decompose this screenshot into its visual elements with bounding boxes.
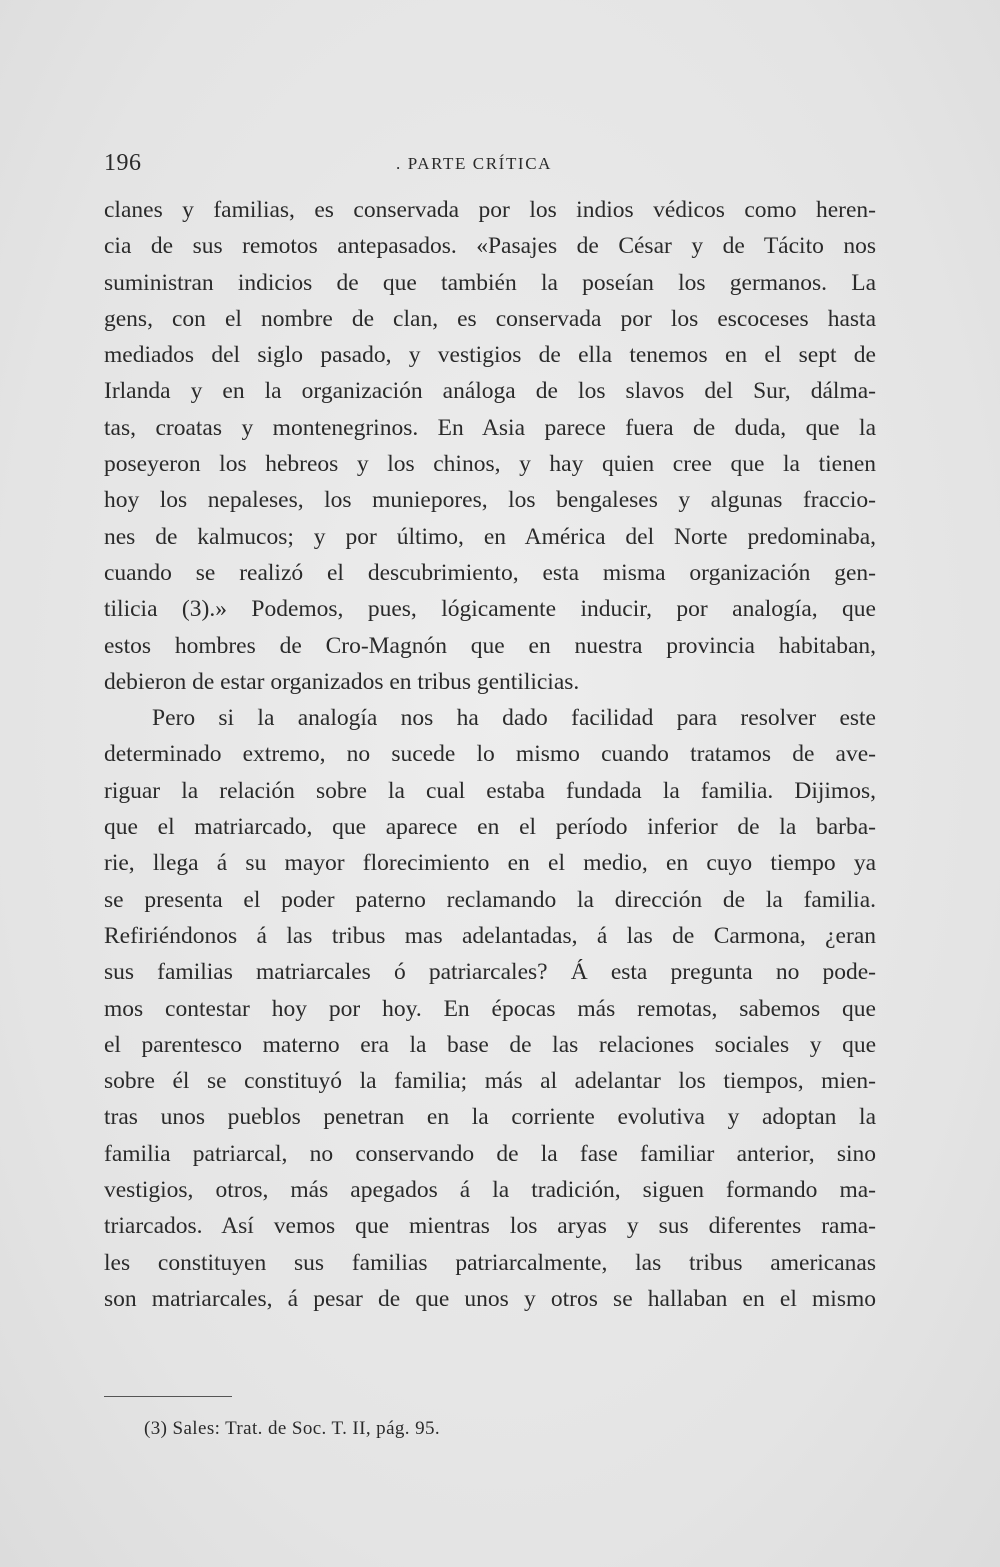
text-line: rie, llega á su mayor florecimiento en el medio, en cuyo tiempo ya: [104, 850, 876, 877]
text-line: mediados del siglo pasado, y vestigios de ella tenemos en el sept de: [104, 342, 876, 369]
text-line: triarcados. Así vemos que mientras los aryas y sus diferentes rama-: [104, 1213, 876, 1240]
text-line: son matriarcales, á pesar de que unos y otros se hallaban en el mismo: [104, 1285, 876, 1312]
text-line: vestigios, otros, más apegados á la tradición, siguen formando ma-: [104, 1177, 876, 1204]
running-title: . PARTE CRÍTICA: [396, 154, 553, 173]
page-number: 196: [104, 150, 142, 176]
text-line: cia de sus remotos antepasados. «Pasajes de César y de Tácito nos: [104, 233, 876, 260]
text-line: determinado extremo, no sucede lo mismo cuando tratamos de ave-: [104, 741, 876, 768]
page-header: [104, 150, 884, 184]
text-line: tas, croatas y montenegrinos. En Asia parece fuera de duda, que la: [104, 414, 876, 441]
text-line: riguar la relación sobre la cual estaba fundada la familia. Dijimos,: [104, 777, 876, 804]
text-line: tilicia (3).» Podemos, pues, lógicamente inducir, por analogía, que: [104, 596, 876, 623]
text-line: familia patriarcal, no conservando de la fase familiar anterior, sino: [104, 1140, 876, 1167]
text-line: clanes y familias, es conservada por los indios védicos como heren-: [104, 197, 876, 223]
text-line: el parentesco materno era la base de las relaciones sociales y que: [104, 1031, 876, 1058]
text-line: les constituyen sus familias patriarcalmente, las tribus americanas: [104, 1249, 876, 1276]
text-line: Pero si la analogía nos ha dado facilidad para resolver este: [152, 705, 876, 732]
text-line: sobre él se constituyó la familia; más al adelantar los tiempos, mien-: [104, 1068, 876, 1095]
text-line: gens, con el nombre de clan, es conservada por los escoceses hasta: [104, 305, 876, 332]
text-line: nes de kalmucos; y por último, en América del Norte predominaba,: [104, 523, 876, 550]
text-line: Refiriéndonos á las tribus mas adelantadas, á las de Carmona, ¿eran: [104, 922, 876, 949]
text-line: poseyeron los hebreos y los chinos, y hay quien cree que la tienen: [104, 451, 876, 478]
text-line: hoy los nepaleses, los muniepores, los bengaleses y algunas fraccio-: [104, 487, 876, 514]
text-line: Irlanda y en la organización análoga de los slavos del Sur, dálma-: [104, 378, 876, 405]
text-line: mos contestar hoy por hoy. En épocas más remotas, sabemos que: [104, 995, 876, 1022]
text-line: tras unos pueblos penetran en la corriente evolutiva y adoptan la: [104, 1104, 876, 1131]
text-line: que el matriarcado, que aparece en el período inferior de la barba-: [104, 814, 876, 841]
footnote-divider: [104, 1396, 232, 1397]
body-text: [104, 192, 876, 1317]
text-line: se presenta el poder paterno reclamando la dirección de la familia.: [104, 886, 876, 913]
footnote: (3) Sales: Trat. de Soc. T. II, pág. 95.: [144, 1418, 441, 1439]
text-line: estos hombres de Cro-Magnón que en nuestra provincia habitaban,: [104, 632, 876, 659]
text-line: sus familias matriarcales ó patriarcales? Á esta pregunta no pode-: [104, 959, 876, 986]
text-line: suministran indicios de que también la poseían los germanos. La: [104, 269, 876, 296]
text-line: debieron de estar organizados en tribus gentilicias.: [104, 668, 580, 695]
text-line: cuando se realizó el descubrimiento, esta misma organización gen-: [104, 559, 876, 586]
